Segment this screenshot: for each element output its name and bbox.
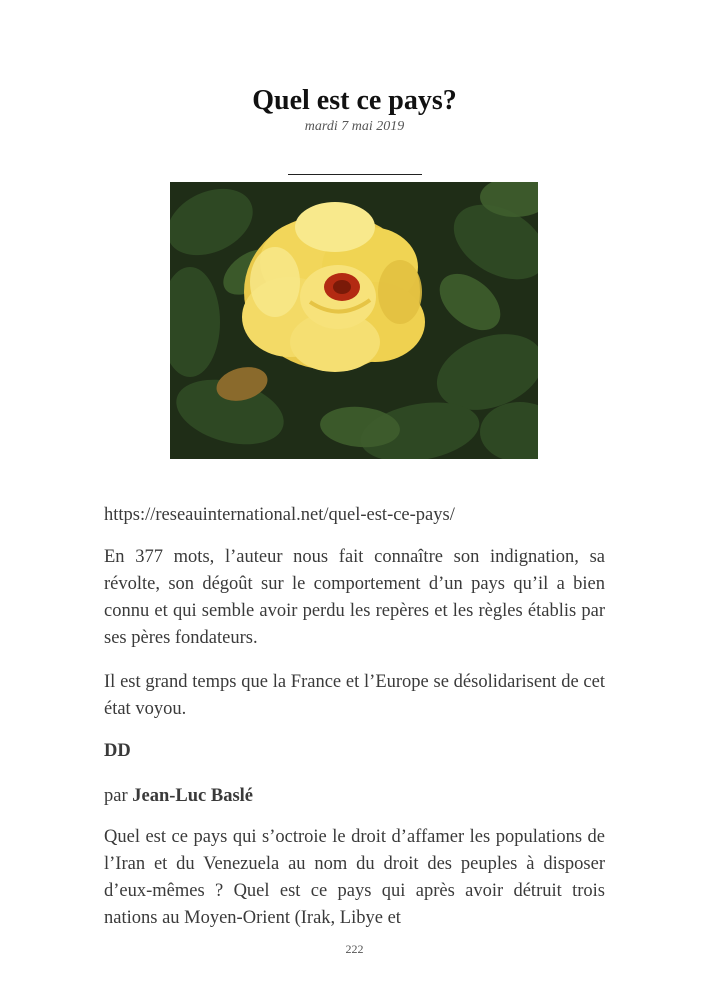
title-divider <box>288 174 422 175</box>
author-prefix: par <box>104 786 133 806</box>
second-paragraph: Il est grand temps que la France et l’Europe se désolidarisent de cet état voyou. <box>104 672 605 719</box>
post-date: mardi 7 mai 2019 <box>304 119 405 134</box>
signature: DD <box>104 741 131 761</box>
source-url[interactable]: https://reseauinternational.net/quel-est-ce-pays/ <box>104 505 455 525</box>
page-title: Quel est ce pays? <box>252 85 457 116</box>
rose-photo <box>170 182 538 459</box>
page-number: 222 <box>345 942 364 956</box>
body-paragraph: Quel est ce pays qui s’octroie le droit d’affamer les populations de l’Iran et du Venezuela au nom du droit des peuples à disposer d’eux-mêmes ? Quel est ce pays qui après avoir détruit trois nations au Moyen-Orient (Irak, Libye et <box>104 827 605 928</box>
intro-paragraph: En 377 mots, l’auteur nous fait connaître son indignation, sa révolte, son dégoût sur le comportement d’un pays qu’il a bien connu et qui semble avoir perdu les repères et les règles établis par ses pères fondateurs. <box>104 547 605 648</box>
author-name: Jean-Luc Baslé <box>132 786 254 806</box>
author-line <box>104 783 605 810</box>
